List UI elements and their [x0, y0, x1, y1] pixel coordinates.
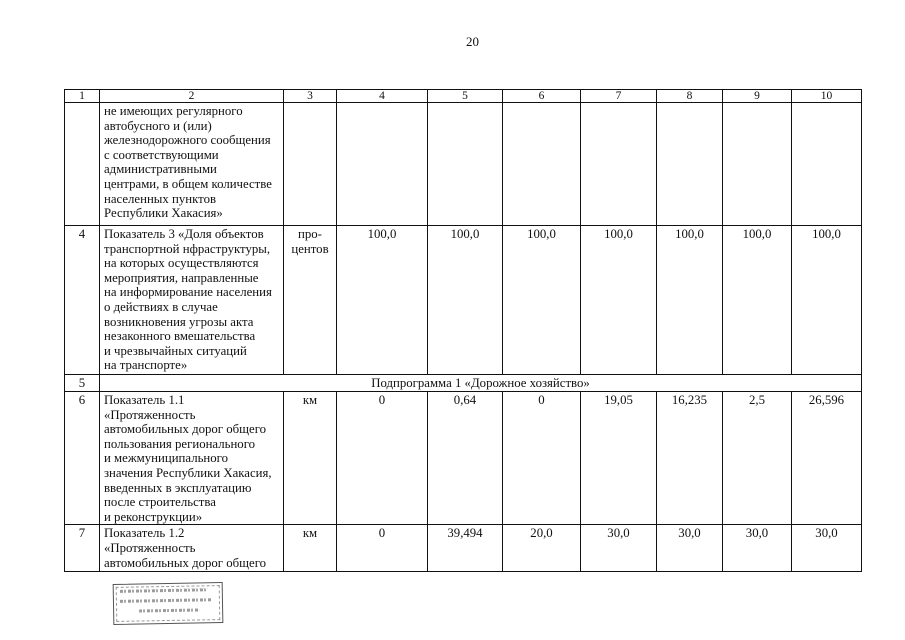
row7-col8-value: 30,0 [657, 525, 723, 572]
row4-col9-value: 100,0 [723, 226, 792, 375]
column-header-3: 3 [284, 90, 337, 103]
table-row-continuation [65, 103, 862, 226]
row7-col4-value: 0 [337, 525, 428, 572]
row6-col4-value: 0 [337, 392, 428, 525]
row6-col9-value: 2,5 [723, 392, 792, 525]
unit-cell [284, 103, 337, 226]
indicators-table [64, 89, 862, 572]
row4-col10-value: 100,0 [792, 226, 862, 375]
table-row-5-section [65, 375, 862, 392]
value-cell [581, 103, 657, 226]
row6-col8-value: 16,235 [657, 392, 723, 525]
indicator-name-cell: Показатель 1.1 «Протяженность автомобильных дорог общего пользования регионального и межмуниципального значения Республики Хакасия, введенных в эксплуатацию после строительства и реконструкции» [100, 392, 284, 525]
row6-col7-value: 19,05 [581, 392, 657, 525]
table-row-6 [65, 392, 862, 525]
row-number-cell: 5 [65, 375, 100, 392]
column-header-2: 2 [100, 90, 284, 103]
row7-col7-value: 30,0 [581, 525, 657, 572]
row7-col6-value: 20,0 [503, 525, 581, 572]
value-cell [428, 103, 503, 226]
row7-col10-value: 30,0 [792, 525, 862, 572]
table-row-7 [65, 525, 862, 572]
unit-cell: км [284, 392, 337, 525]
row4-col7-value: 100,0 [581, 226, 657, 375]
row4-col5-value: 100,0 [428, 226, 503, 375]
row6-col10-value: 26,596 [792, 392, 862, 525]
unit-cell: км [284, 525, 337, 572]
table-row-4 [65, 226, 862, 375]
column-header-5: 5 [428, 90, 503, 103]
unit-cell: про- центов [284, 226, 337, 375]
row7-col5-value: 39,494 [428, 525, 503, 572]
row6-col5-value: 0,64 [428, 392, 503, 525]
row4-col6-value: 100,0 [503, 226, 581, 375]
row6-col6-value: 0 [503, 392, 581, 525]
indicator-name-cell: Показатель 3 «Доля объектов транспортной нфраструктуры, на которых осуществляются мероприятия, направленные на информирование населения о действиях в случае возникновения угрозы акта незаконного вмешательства и чрезвычайных ситуаций на транспорте» [100, 226, 284, 375]
column-header-1: 1 [65, 90, 100, 103]
row-number-cell: 7 [65, 525, 100, 572]
column-header-4: 4 [337, 90, 428, 103]
page-number: 20 [466, 34, 479, 49]
row-number-cell [65, 103, 100, 226]
column-header-9: 9 [723, 90, 792, 103]
row-number-cell: 4 [65, 226, 100, 375]
column-header-8: 8 [657, 90, 723, 103]
value-cell [792, 103, 862, 226]
column-header-7: 7 [581, 90, 657, 103]
row7-col9-value: 30,0 [723, 525, 792, 572]
value-cell [723, 103, 792, 226]
indicator-name-cell: не имеющих регулярного автобусного и (или) железнодорожного сообщения с соответствующими административными центрами, в общем количестве населенных пунктов Республики Хакасия» [100, 103, 284, 226]
column-header-10: 10 [792, 90, 862, 103]
column-number-row [65, 90, 862, 103]
row4-col8-value: 100,0 [657, 226, 723, 375]
row4-col4-value: 100,0 [337, 226, 428, 375]
registration-stamp [113, 582, 224, 625]
column-header-6: 6 [503, 90, 581, 103]
value-cell [337, 103, 428, 226]
indicator-name-cell: Показатель 1.2 «Протяженность автомобильных дорог общего [100, 525, 284, 572]
row-number-cell: 6 [65, 392, 100, 525]
subprogram-heading: Подпрограмма 1 «Дорожное хозяйство» [100, 375, 862, 392]
value-cell [503, 103, 581, 226]
value-cell [657, 103, 723, 226]
